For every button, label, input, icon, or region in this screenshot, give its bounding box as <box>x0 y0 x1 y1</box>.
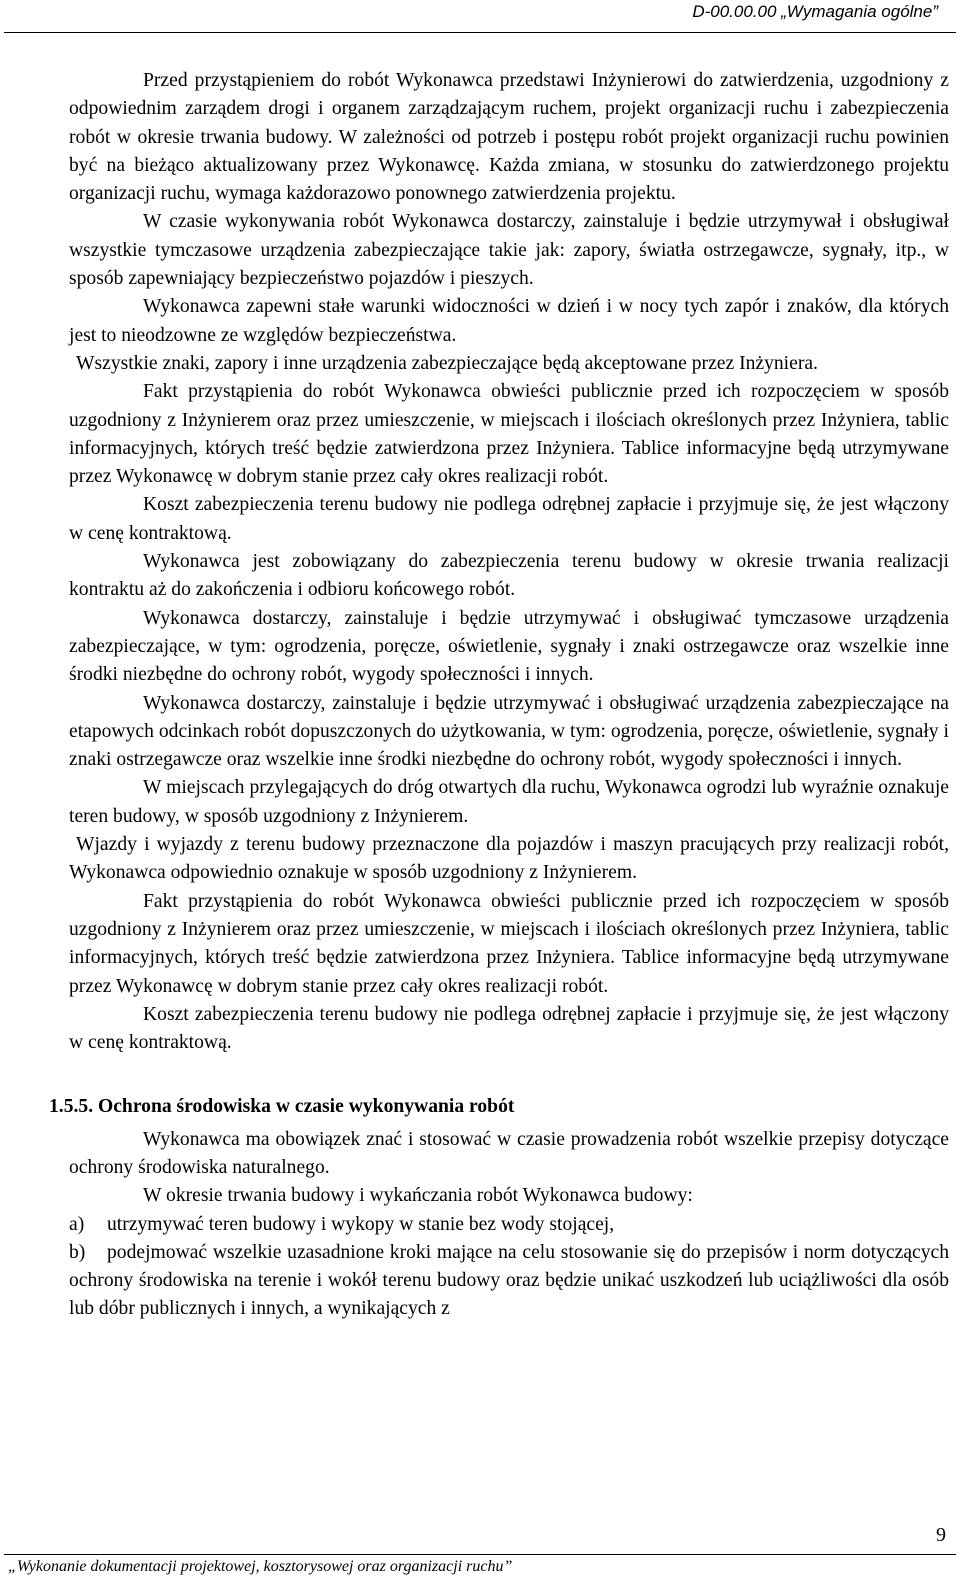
page-number: 9 <box>936 1524 946 1546</box>
list-marker: b) <box>69 1241 86 1263</box>
list-item-text: podejmować wszelkie uzasadnione kroki mające na celu stosowanie się do przepisów i norm dotyczących ochrony środowiska na terenie i wokół terenu budowy oraz będzie unikać uszkodzeń lub uciążliwości dla osób lub dóbr publicznych i innych, a wynikających z <box>69 1241 949 1320</box>
running-footer: „Wykonanie dokumentacji projektowej, kosztorysowej oraz organizacji ruchu” <box>8 1558 513 1575</box>
list-item <box>69 1239 949 1324</box>
paragraph: W miejscach przylegających do dróg otwartych dla ruchu, Wykonawca ogrodzi lub wyraźnie oznakuje teren budowy, w sposób uzgodniony z Inżynierem. <box>69 777 949 827</box>
paragraph: Wykonawca zapewni stałe warunki widoczności w dzień i w nocy tych zapór i znaków, dla których jest to nieodzowne ze względów bezpieczeństwa. <box>69 296 949 346</box>
paragraph: Przed przystąpieniem do robót Wykonawca przedstawi Inżynierowi do zatwierdzenia, uzgodniony z odpowiednim zarządem drogi i organem zarządzającym ruchem, projekt organizacji ruchu i zabezpieczenia robót w okresie trwania budowy. W zależności od potrzeb i postępu robót projekt organizacji ruchu powinien być na bieżąco aktualizowany przez Wykonawcę. Każda zmiana, w stosunku do zatwierdzonego projektu organizacji ruchu, wymaga każdorazowo ponownego zatwierdzenia projektu. <box>69 70 949 205</box>
paragraph: Fakt przystąpienia do robót Wykonawca obwieści publicznie przed ich rozpoczęciem w sposób uzgodniony z Inżynierem oraz przez umieszczenie, w miejscach i ilościach określonych przez Inżyniera, tablic informacyjnych, których treść będzie zatwierdzona przez Inżyniera. Tablice informacyjne będą utrzymywane przez Wykonawcę w dobrym stanie przez cały okres realizacji robót. <box>69 890 949 997</box>
paragraph: Wjazdy i wyjazdy z terenu budowy przeznaczone dla pojazdów i maszyn pracujących przy realizacji robót, Wykonawca odpowiednio oznakuje w sposób uzgodniony z Inżynierem. <box>69 834 949 884</box>
list-marker: a) <box>69 1213 85 1235</box>
footer-divider <box>4 1554 956 1555</box>
paragraph: W okresie trwania budowy i wykańczania robót Wykonawca budowy: <box>143 1185 693 1207</box>
paragraph: Wszystkie znaki, zapory i inne urządzenia zabezpieczające będą akceptowane przez Inżyniera. <box>76 352 818 374</box>
header-divider <box>4 32 956 33</box>
paragraph: Wykonawca dostarczy, zainstaluje i będzie utrzymywać i obsługiwać urządzenia zabezpieczające na etapowych odcinkach robót dopuszczonych do użytkowania, w tym: ogrodzenia, poręcze, oświetlenie, sygnały i znaki ostrzegawcze oraz wszelkie inne środki niezbędne do ochrony robót, wygody społeczności i innych. <box>69 692 949 771</box>
section-heading: 1.5.5. Ochrona środowiska w czasie wykonywania robót <box>49 1096 515 1118</box>
paragraph: Wykonawca jest zobowiązany do zabezpieczenia terenu budowy w okresie trwania realizacji kontraktu aż do zakończenia i odbioru końcowego robót. <box>69 551 949 601</box>
running-header: D-00.00.00 „Wymagania ogólne” <box>692 2 938 21</box>
paragraph: Wykonawca ma obowiązek znać i stosować w czasie prowadzenia robót wszelkie przepisy dotyczące ochrony środowiska naturalnego. <box>69 1128 949 1178</box>
list-item <box>69 1211 949 1239</box>
list-item-text: utrzymywać teren budowy i wykopy w stanie bez wody stojącej, <box>107 1213 615 1235</box>
paragraph: W czasie wykonywania robót Wykonawca dostarczy, zainstaluje i będzie utrzymywał i obsługiwał wszystkie tymczasowe urządzenia zabezpieczające takie jak: zapory, światła ostrzegawcze, sygnały, itp., w sposób zapewniający bezpieczeństwo pojazdów i pieszych. <box>69 211 949 290</box>
paragraph: Wykonawca dostarczy, zainstaluje i będzie utrzymywać i obsługiwać tymczasowe urządzenia zabezpieczające, w tym: ogrodzenia, poręcze, oświetlenie, sygnały i znaki ostrzegawcze oraz wszelkie inne środki niezbędne do ochrony robót, wygody społeczności i innych. <box>69 607 949 686</box>
paragraph: Koszt zabezpieczenia terenu budowy nie podlega odrębnej zapłacie i przyjmuje się, że jest włączony w cenę kontraktową. <box>69 1003 949 1054</box>
paragraph: Koszt zabezpieczenia terenu budowy nie podlega odrębnej zapłacie i przyjmuje się, że jest włączony w cenę kontraktową. <box>69 494 949 544</box>
document-body <box>49 67 949 1324</box>
paragraph: Fakt przystąpienia do robót Wykonawca obwieści publicznie przed ich rozpoczęciem w sposób uzgodniony z Inżynierem oraz przez umieszczenie, w miejscach i ilościach określonych przez Inżyniera, tablic informacyjnych, których treść będzie zatwierdzona przez Inżyniera. Tablice informacyjne będą utrzymywane przez Wykonawcę w dobrym stanie przez cały okres realizacji robót. <box>69 381 949 488</box>
